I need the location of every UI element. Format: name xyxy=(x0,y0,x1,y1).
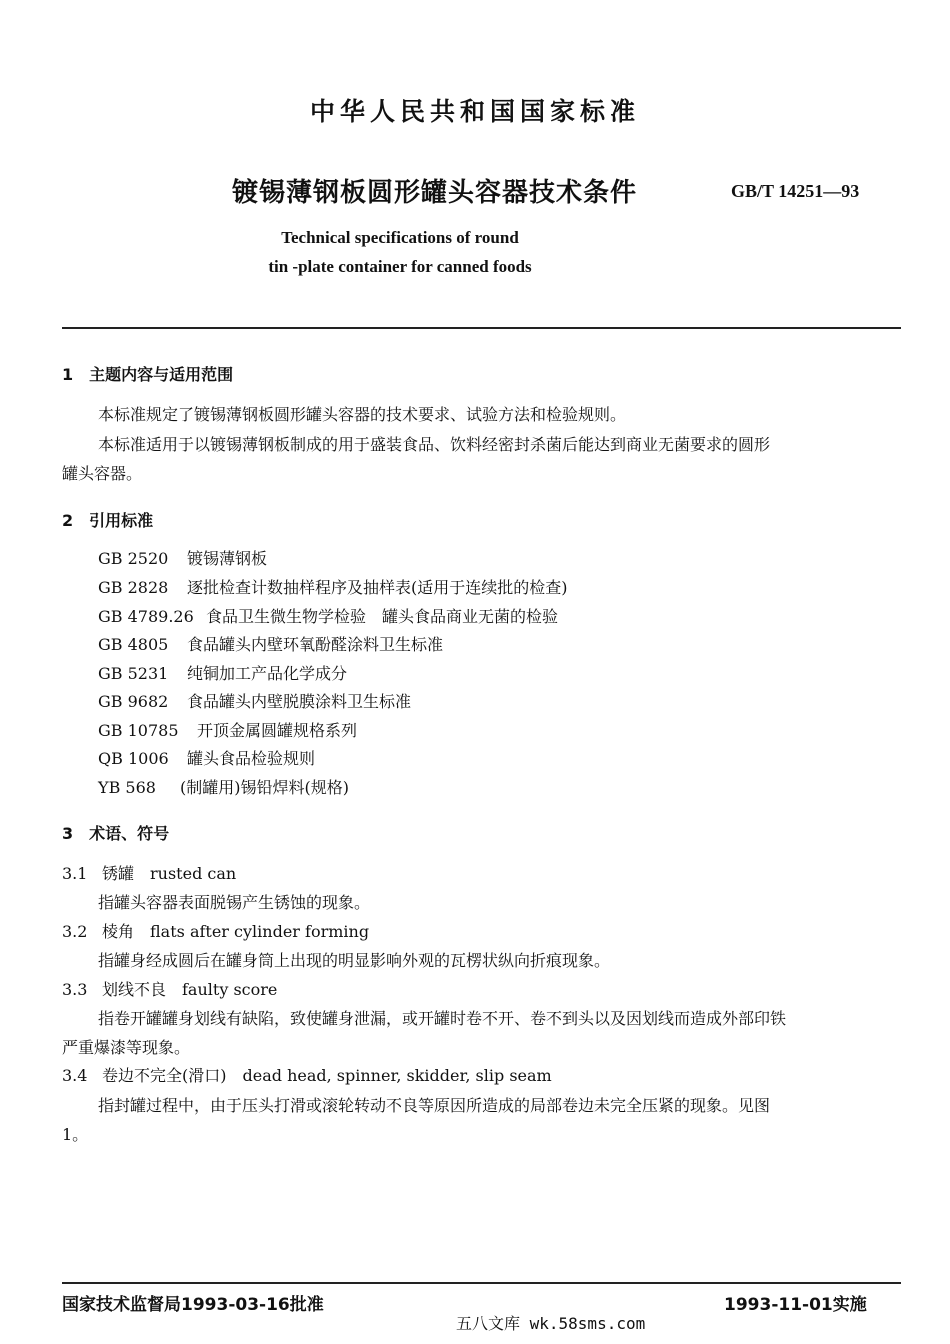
term-number: 3.3 xyxy=(62,980,88,999)
reference-item xyxy=(98,661,347,684)
reference-title: 镀锡薄钢板 xyxy=(187,549,268,568)
term-3-3 xyxy=(62,977,277,1000)
approval-date: 国家技术监督局1993-03-16批准 xyxy=(62,1295,324,1315)
reference-item xyxy=(98,746,315,769)
section-3-heading: 3 术语、符号 xyxy=(62,824,170,843)
reference-title: 逐批检查计数抽样程序及抽样表(适用于连续批的检查) xyxy=(187,578,568,597)
document-title-en-line1: Technical specifications of round xyxy=(281,228,519,247)
term-3-4-definition-line-2: 1。 xyxy=(62,1125,89,1144)
term-3-1-definition: 指罐头容器表面脱锡产生锈蚀的现象。 xyxy=(98,893,371,912)
reference-code: GB 2828 xyxy=(98,578,169,597)
term-name: 划线不良 faulty score xyxy=(102,980,278,999)
term-name: 棱角 flats after cylinder forming xyxy=(102,922,370,941)
reference-code: GB 9682 xyxy=(98,692,169,711)
term-name: 锈罐 rusted can xyxy=(102,864,237,883)
reference-item xyxy=(98,575,568,598)
document-title-cn: 镀锡薄钢板圆形罐头容器技术条件 xyxy=(232,178,638,208)
reference-title: 开顶金属圆罐规格系列 xyxy=(197,721,358,740)
term-3-3-definition-line-2: 严重爆漆等现象。 xyxy=(62,1038,191,1057)
reference-item xyxy=(98,604,558,627)
term-3-4-definition-line-1: 指封罐过程中，由于压头打滑或滚轮转动不良等原因所造成的局部卷边未完全压紧的现象。见图 xyxy=(98,1096,771,1115)
reference-item xyxy=(98,718,357,741)
reference-code: YB 568 xyxy=(98,778,156,797)
footer-divider xyxy=(62,1282,901,1284)
document-title-en-line2: tin -plate container for canned foods xyxy=(268,257,532,276)
term-3-2-definition: 指罐身经成圆后在罐身筒上出现的明显影响外观的瓦楞状纵向折痕现象。 xyxy=(98,951,611,970)
section-1-paragraph-2-line-1: 本标准适用于以镀锡薄钢板制成的用于盛装食品、饮料经密封杀菌后能达到商业无菌要求的圆形 xyxy=(98,435,771,454)
reference-code: GB 2520 xyxy=(98,549,169,568)
reference-item xyxy=(98,546,267,569)
section-1-paragraph-2-line-2: 罐头容器。 xyxy=(62,464,143,483)
section-1-heading: 1 主题内容与适用范围 xyxy=(62,365,234,384)
effective-date: 1993-11-01实施 xyxy=(724,1295,867,1315)
reference-code: GB 4789.26 xyxy=(98,607,194,626)
reference-title: (制罐用)锡铅焊料(规格) xyxy=(180,778,349,797)
term-3-1 xyxy=(62,861,236,884)
reference-item xyxy=(98,632,443,655)
reference-code: GB 4805 xyxy=(98,635,169,654)
term-3-3-definition-line-1: 指卷开罐罐身划线有缺陷，致使罐身泄漏，或开罐时卷不开、卷不到头以及因划线而造成外部印铁 xyxy=(98,1009,787,1028)
reference-code: GB 10785 xyxy=(98,721,179,740)
header-divider xyxy=(62,327,901,329)
reference-title: 食品罐头内壁脱膜涂料卫生标准 xyxy=(187,692,412,711)
standard-code: GB/T 14251—93 xyxy=(731,181,860,201)
term-number: 3.1 xyxy=(62,864,88,883)
term-number: 3.2 xyxy=(62,922,88,941)
term-3-4 xyxy=(62,1063,552,1086)
term-name: 卷边不完全(滑口) dead head, spinner, skidder, slip seam xyxy=(102,1066,552,1085)
reference-title: 罐头食品检验规则 xyxy=(187,749,316,768)
reference-item xyxy=(98,689,411,712)
watermark-text: 五八文库 wk.58sms.com xyxy=(456,1314,646,1333)
reference-code: GB 5231 xyxy=(98,664,169,683)
reference-title: 纯铜加工产品化学成分 xyxy=(187,664,348,683)
reference-item xyxy=(98,775,349,798)
reference-title: 食品罐头内壁环氧酚醛涂料卫生标准 xyxy=(187,635,444,654)
national-standard-heading: 中华人民共和国国家标准 xyxy=(309,97,640,126)
section-2-heading: 2 引用标准 xyxy=(62,511,154,530)
reference-code: QB 1006 xyxy=(98,749,169,768)
term-3-2 xyxy=(62,919,369,942)
term-number: 3.4 xyxy=(62,1066,88,1085)
section-1-paragraph-1: 本标准规定了镀锡薄钢板圆形罐头容器的技术要求、试验方法和检验规则。 xyxy=(98,405,627,424)
reference-title: 食品卫生微生物学检验 罐头食品商业无菌的检验 xyxy=(206,607,559,626)
